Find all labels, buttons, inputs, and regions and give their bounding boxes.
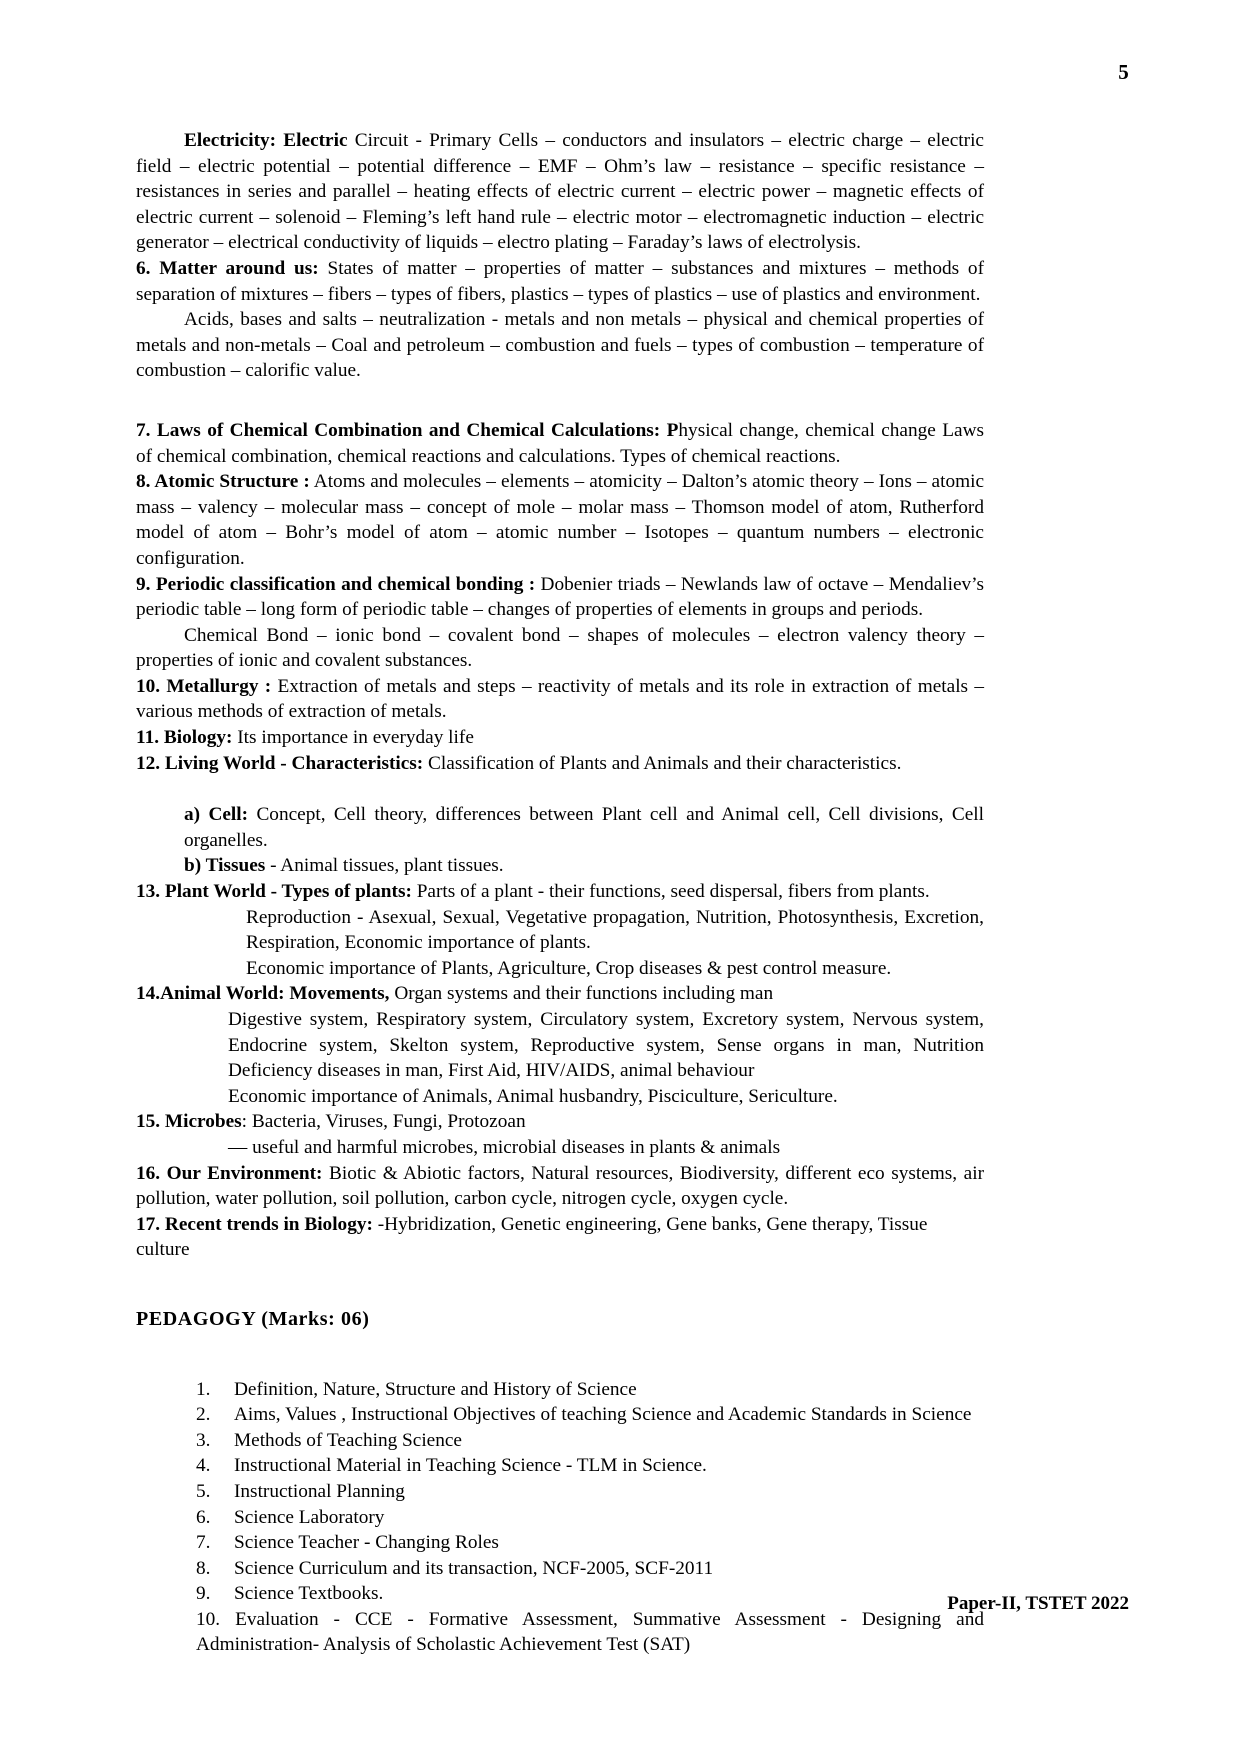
text-tissues: - Animal tissues, plant tissues. [265, 855, 504, 877]
list-item [196, 1402, 984, 1428]
paragraph-plant-sub1: Reproduction - Asexual, Sexual, Vegetative propagation, Nutrition, Photosynthesis, Excretion, Respiration, Economic importance of plants. [246, 906, 984, 954]
spacer [136, 776, 984, 802]
list-item-label: Science Teacher - Changing Roles [234, 1532, 499, 1554]
heading-item16: 16. Our Environment: [136, 1162, 323, 1184]
heading-item11: 11. Biology: [136, 727, 233, 749]
list-item [196, 1505, 984, 1531]
paragraph-acids: Acids, bases and salts – neutralization - metals and non metals – physical and chemical properties of metals and non-metals – Coal and petroleum – combustion and fuels – types of combustion – temperature of combustion – calorific value. [136, 309, 984, 382]
paragraph-tissues [184, 853, 984, 879]
spacer [136, 1263, 984, 1307]
paragraph-item11 [136, 725, 984, 751]
heading-item6: 6. Matter around us: [136, 257, 319, 279]
paragraph-item8 [136, 469, 984, 571]
list-item-label: Science Textbooks. [234, 1583, 384, 1605]
list-item-label: Instructional Planning [234, 1480, 405, 1502]
heading-item13: 13. Plant World - Types of plants: [136, 881, 412, 903]
text-item10: Extraction of metals and steps – reactivity of metals and its role in extraction of metals – various methods of extraction of metals. [136, 675, 984, 723]
list-item [196, 1453, 984, 1479]
page-footer: Paper-II, TSTET 2022 [947, 1593, 1129, 1614]
paragraph-item14 [136, 981, 984, 1007]
spacer [136, 1333, 984, 1377]
paragraph-plant-sub2: Economic importance of Plants, Agriculture, Crop diseases & pest control measure. [246, 957, 892, 979]
text-electricity: Circuit - Primary Cells – conductors and insulators – electric charge – electric field – electric potential – potential difference – EMF – Ohm’s law – resistance – specific resistance – resistances in series and parallel – heating effects of electric current – electric power – magnetic effects of electric current – solenoid – Fleming’s left hand rule – electric motor – electromagnetic induction – electric generator – electrical conductivity of liquids – electro plating – Faraday’s laws of electrolysis. [136, 130, 984, 254]
list-item-label: Science Curriculum and its transaction, NCF-2005, SCF-2011 [234, 1557, 714, 1579]
list-item-number: 5. [196, 1480, 211, 1502]
paragraph-cell [184, 802, 984, 853]
list-item [196, 1479, 984, 1505]
heading-item15: 15. Microbes [136, 1111, 242, 1133]
text-item11: Its importance in everyday life [232, 727, 474, 749]
heading-item14: 14.Animal World: Movements, [136, 983, 390, 1005]
text-item6: States of matter – properties of matter – substances and mixtures – methods of separation of mixtures – fibers – types of fibers, plastics – types of plastics – use of plastics and environment. [136, 257, 984, 305]
list-item-label: Methods of Teaching Science [234, 1429, 462, 1451]
paragraph-electricity [136, 128, 984, 256]
paragraph-animal-sub2: Economic importance of Animals, Animal husbandry, Pisciculture, Sericulture. [228, 1085, 838, 1107]
list-item-number: 3. [196, 1429, 211, 1451]
heading-tissues: b) Tissues [184, 855, 266, 877]
pedagogy-heading: PEDAGOGY (Marks: 06) [136, 1307, 370, 1330]
paragraph-item12 [136, 751, 984, 777]
list-item-label: Instructional Material in Teaching Science - TLM in Science. [234, 1455, 707, 1477]
heading-item8: 8. Atomic Structure : [136, 471, 310, 493]
heading-cell: a) Cell: [184, 804, 249, 826]
list-item-label: Science Laboratory [234, 1506, 385, 1528]
text-cell: Concept, Cell theory, differences between Plant cell and Animal cell, Cell divisions, Cell organelles. [184, 804, 985, 851]
paragraph-animal-sub1: Digestive system, Respiratory system, Circulatory system, Excretory system, Nervous system, Endocrine system, Skelton system, Reproductive system, Sense organs in man, Nutrition Deficiency diseases in man, First Aid, HIV/AIDS, animal behaviour [228, 1009, 984, 1082]
text-item15: : Bacteria, Viruses, Fungi, Protozoan [241, 1111, 526, 1133]
text-item7: hysical change, chemical change Laws of chemical combination, chemical reactions and calculations. Types of chemical reactions. [136, 419, 984, 467]
text-item13: Parts of a plant - their functions, seed dispersal, fibers from plants. [411, 881, 930, 903]
paragraph-microbes-dash: — useful and harmful microbes, microbial diseases in plants & animals [228, 1136, 781, 1158]
list-item: 10. Evaluation - CCE - Formative Assessment, Summative Assessment - Designing and Administration- Analysis of Scholastic Achievement Test (SAT) [196, 1608, 984, 1656]
text-item12: Classification of Plants and Animals and their characteristics. [423, 752, 902, 774]
list-item [196, 1530, 984, 1556]
list-item-number: 9. [196, 1583, 211, 1605]
text-item14: Organ systems and their functions including man [389, 983, 774, 1005]
text-item17: -Hybridization, Genetic engineering, Gene banks, Gene therapy, Tissue culture [136, 1213, 928, 1261]
paragraph-item10 [136, 674, 984, 725]
heading-electricity: Electricity: Electric [184, 130, 348, 151]
list-item-label: Aims, Values , Instructional Objectives of teaching Science and Academic Standards in Science [234, 1404, 972, 1426]
pedagogy-list [196, 1377, 984, 1659]
heading-item10: 10. Metallurgy : [136, 675, 272, 697]
heading-item9: 9. Periodic classification and chemical bonding : [136, 573, 536, 595]
paragraph-item7 [136, 418, 984, 469]
document-body [136, 128, 984, 1658]
list-item-number: 7. [196, 1532, 211, 1554]
paragraph-item16 [136, 1161, 984, 1212]
heading-item12: 12. Living World - Characteristics: [136, 752, 424, 774]
paragraph-item17 [136, 1212, 984, 1263]
paragraph-item13 [136, 879, 984, 905]
list-item [196, 1377, 984, 1403]
text-item8: Atoms and molecules – elements – atomicity – Dalton’s atomic theory – Ions – atomic mass – valency – molecular mass – concept of mole – molar mass – Thomson model of atom, Rutherford model of atom – Bohr’s model of atom – atomic number – Isotopes – quantum numbers – electronic configuration. [136, 471, 985, 569]
paragraph-item15 [136, 1109, 984, 1135]
list-item [196, 1428, 984, 1454]
paragraph-item6 [136, 256, 984, 307]
list-item [196, 1556, 984, 1582]
heading-item7: 7. Laws of Chemical Combination and Chemical Calculations: P [136, 419, 679, 441]
paragraph-item9 [136, 572, 984, 623]
list-item-number: 1. [196, 1378, 211, 1400]
heading-item17: 17. Recent trends in Biology: [136, 1213, 373, 1235]
list-item-number: 6. [196, 1506, 211, 1528]
list-item-number: 8. [196, 1557, 211, 1579]
list-item-label: Definition, Nature, Structure and History of Science [234, 1378, 637, 1400]
list-item-number: 4. [196, 1455, 211, 1477]
text-item9: Dobenier triads – Newlands law of octave – Mendaliev’s periodic table – long form of periodic table – changes of properties of elements in groups and periods. [136, 573, 985, 621]
text-item16: Biotic & Abiotic factors, Natural resources, Biodiversity, different eco systems, air pollution, water pollution, soil pollution, carbon cycle, nitrogen cycle, oxygen cycle. [136, 1162, 984, 1210]
page-number: 5 [1118, 60, 1129, 84]
spacer [136, 384, 984, 418]
paragraph-chemical-bond: Chemical Bond – ionic bond – covalent bond – shapes of molecules – electron valency theory – properties of ionic and covalent substances. [136, 624, 984, 672]
list-item-number: 2. [196, 1404, 211, 1426]
